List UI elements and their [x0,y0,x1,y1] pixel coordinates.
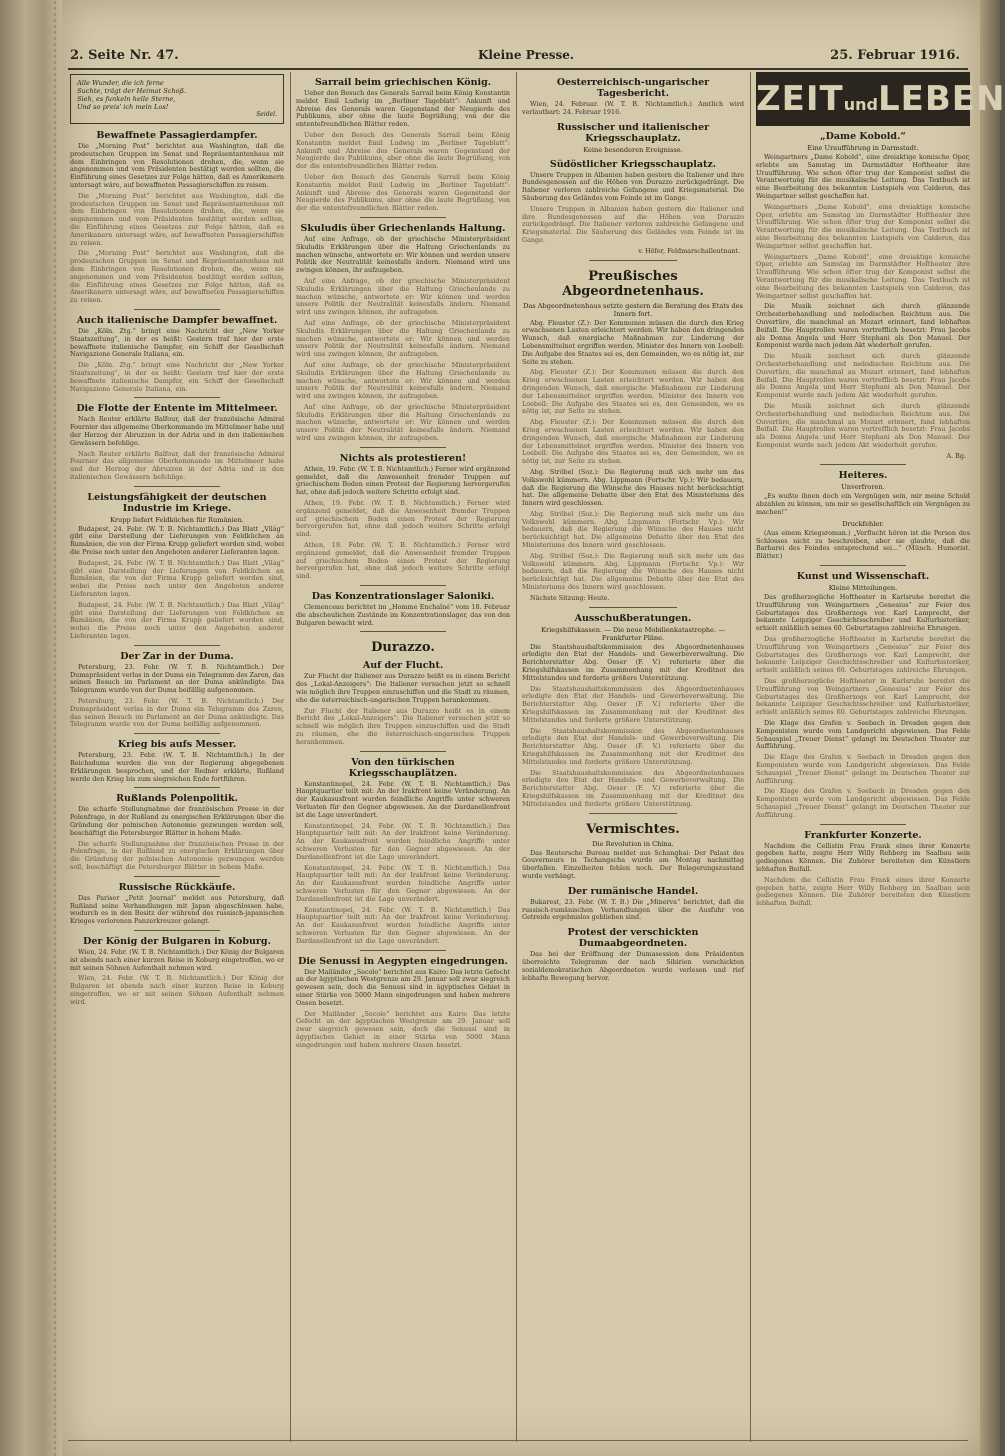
article-text: Budapest, 24. Febr. (W. T. B. Nichtamtlich.) Das Blatt „Világ“ gibt eine Darstellung der Lieferungen von Feldküchen an Rumänien, die von der Firma Krupp geliefert worden sind, wobei die Preise noch unter den Angeboten anderer Lieferanten lagen. [70,524,284,557]
paper-name: Kleine Presse. [478,48,575,62]
article-text: Das Reutersche Bureau meldet aus Schanghai: Der Palast des Gouverneurs in Tschangscha wurde am Montag nachmittag überfallen. Einzelheiten fehlen noch. Der Belagerungszustand wurde verhängt. [522,848,744,880]
article-text: Budapest, 24. Febr. (W. T. B. Nichtamtlich.) Das Blatt „Világ“ gibt eine Darstellung der Lieferungen von Feldküchen an Rumänien, die von der Firma Krupp geliefert worden sind, wobei die Preise noch unter den Angeboten anderer Lieferanten lagen. [70,600,284,641]
poem-signature: Seidel. [256,111,277,118]
article-text: Nachdem die Cellistin Frau Frank eines ihrer Konzerte gegeben hatte, zeigte Herr Willy Rehberg im Saalbau sein gediegenes Können. Die Zuhörer bereiteten den Künstlern lebhaften Beifall. [756,841,970,873]
poem-line: Alle Wunder, die ich ferne [77,79,164,87]
headline: „Dame Kobold.“ [820,131,906,142]
column-rule [750,72,751,1442]
divider [360,751,446,752]
signoff: A. Bg. [946,451,966,460]
article-text: Zur Flucht der Italiener aus Durazzo heißt es in einem Bericht des „Lokal-Anzeigers“: Die Italiener versuchen jetzt so schnell wie möglich ihre Truppen einzuschiffen und die Stadt zu räumen, ehe die österreichisch-ungarischen Truppen herankommen. [296,706,510,746]
divider [134,486,220,487]
article-text: „Es wußte ihnen doch ein Vergnügen sein, mir meine Schuld abzahlen zu können, um mir so gesellschaftlich ein Vergnügen zu machen!“ [756,492,970,517]
article-text: Petersburg, 23. Febr. (W. T. B. Nichtamtlich.) Der Dumapräsident verlas in der Duma ein Telegramm des Zaren, das seinen Besuch im Parlament an der Duma ankündigte. Das Telegramm wurde von der Duma beifällig aufgenommen. [70,662,284,695]
book-binding [0,0,62,1456]
divider [134,733,220,734]
column-rule [290,72,291,1442]
article-text: Das bei der Eröffnung der Dumasession dem Präsidenten überreichte Telegramm der nach Sibirien verschickten sozialdemokratischen Abgeordneten wurde verlesen und rief lebhafte Bewegung hervor. [522,950,744,982]
poem-line: Und so preis' ich mein Los! [77,103,169,111]
divider [820,565,906,566]
subheadline: Die Revolution in China. [592,839,674,848]
divider [134,787,220,788]
headline: Sarrail beim griechischen König. [314,77,492,88]
article-text: Nächste Sitzung: Heute. [530,593,610,602]
column-rule [516,72,517,1442]
article-text: Die Staatshaushaltskommission des Abgeordnetenhauses erledigte den Etat der Handels- und Gewerbeverwaltung. Die Berichterstatter Abg. Oeser (F. V.) referierte über die Kriegshilfskassen im Zusammenhang mit der Kreditnot des Mittelstandes und forderte größere Unterstützung. [522,684,744,724]
article-text: Auf eine Anfrage, ob der griechische Ministerpräsident Skuludis Erklärungen über die Haltung Griechenlands zu machen wünsche, antwortete er: Wir können und werden unsere Politik der Neutralität keinesfalls ändern. Niemand wird uns zwingen können, ihr aufzugeben. [296,360,510,401]
headline: Oesterreichisch-ungarischer Tagesbericht. [556,77,710,99]
headline: Südöstlicher Kriegsschauplatz. [549,158,717,170]
divider [820,824,906,825]
article-text: Nach Reuter erklärte Balfour, daß der französische Admiral Fournier das allgemeine Oberkommando im Mittelmeer habe und der Herzog der Abruzzen in der Adria und in den italienischen Gewässern befehlige. [70,449,284,481]
article-text: Konstantinopel, 24. Febr. (W. T. B. Nichtamtlich.) Das Hauptquartier teilt mit: An der Irakfront keine Veränderung. An der Kaukasusfront wurden feindliche Angriffe unter schweren Verlusten für den Gegner abgewiesen. An der Dardanellenfront ist die Lage unverändert. [296,863,510,903]
article-text: Die Musik zeichnet sich durch glänzende Orchesterbehandlung und melodischen Reichtum aus. Die Ouvertüre, die manchmal an Mozart erinnert, fand lebhaften Beifall. Die Hauptrollen waren vortrefflich besetzt: Frau Jacobs als Donna Angela und Herr Stephani als Don Manuel. Der Komponist wurde nach jedem Akt wiederholt gerufen. [756,302,970,350]
poem-box [70,74,284,124]
article-text: Wien, 24. Febr. (W. T. B. Nichtamtlich.) Der König der Bulgaren ist abends nach einer kurzen Reise in Koburg eingetroffen, wo er mit seinen Söhnen Aufenthalt nehmen wird. [70,947,284,972]
article-text: Das Pariser „Petit Journal“ meldet aus Petersburg, daß Rußland seine Verhandlungen mit Japan abgeschlossen habe, wodurch es in den Besitz der während des russisch-japanischen Krieges verlorenen Panzerkreuzer gelangt. [70,893,284,926]
headline: Rußlands Polenpolitik. [116,793,238,805]
article-text: Abg. Fleuster (Z.): Der Kommunen müssen die durch den Krieg erwachsenen Lasten erleichtert werden. Wir haben den dringenden Wunsch, daß energische Maßnahmen zur Linderung der Lebensmittelnot ergriffen werden. Minister des Innern von Loebell: Die Aufgabe des Staates sei es, den Gemeinden, wo es nötig ist, zur Seite zu stehen. [522,318,744,366]
article-text: Auf eine Anfrage, ob der griechische Ministerpräsident Skuludis Erklärungen über die Haltung Griechenlands zu machen wünsche, antwortete er: Wir können und werden unsere Politik der Neutralität keinesfalls ändern. Niemand wird uns zwingen können, ihr aufzugeben. [296,276,510,317]
article-text: Ueber den Besuch des Generals Sarrail beim König Konstantin meldet Emil Ludwig im „Berliner Tageblatt“: Ankunft und Abreise des Generals waren Gegenstand der Neugierde des Publikums, aber ohne die laute Begrüßung, von der die ententefreundlichen Blätter reden. [296,172,510,213]
subheadline: Das Abgeordnetenhaus setzte gestern die Beratung des Etats des Innern fort. [523,301,743,318]
page-header [68,46,968,70]
headline: Russischer und italienischer Kriegsschauplatz. [556,121,710,144]
article-text: Der Mailänder „Secolo“ berichtet aus Kairo: Das letzte Gefecht an der ägyptischen Westgrenze am 29. Januar soll zwar siegreich gewesen sein, doch die Senussi sind in ägyptisches Gebiet in einer Stärke von 5000 Mann eingedrungen und haben mehrere Oasen besetzt. [296,1009,510,1049]
headline: Der Zar in der Duma. [120,650,234,662]
article-text: Konstantinopel, 24. Febr. (W. T. B. Nichtamtlich.) Das Hauptquartier teilt mit: An der Irakfront keine Veränderung. An der Kaukasusfront wurden feindliche Angriffe unter schweren Verlusten für den Gegner abgewiesen. An der Dardanellenfront ist die Lage unverändert. [296,779,510,819]
headline: Preußisches Abgeordnetenhaus. [562,268,704,299]
divider [820,464,906,465]
headline: Vermischtes. [586,821,680,837]
divider [360,631,446,632]
headline: Der rumänische Handel. [567,885,699,897]
article-text: Wien, 24. Febr. (W. T. B. Nichtamtlich.) Der König der Bulgaren ist abends nach einer kurzen Reise in Koburg eingetroffen, wo er mit seinen Söhnen Aufenthalt nehmen wird. [70,974,284,1006]
article-text: Auf eine Anfrage, ob der griechische Ministerpräsident Skuludis Erklärungen über die Haltung Griechenlands zu machen wünsche, antwortete er: Wir können und werden unsere Politik der Neutralität keinesfalls ändern. Niemand wird uns zwingen können, ihr aufzugeben. [296,318,510,359]
masthead-word: LEBEN [877,79,1005,119]
headline: Auch italienische Dampfer bewaffnet. [76,314,278,326]
headline: Krieg bis aufs Messer. [117,739,237,751]
article-text: Budapest, 24. Febr. (W. T. B. Nichtamtlich.) Das Blatt „Világ“ gibt eine Darstellung der Lieferungen von Feldküchen an Rumänien, die von der Firma Krupp geliefert worden sind, wobei die Preise noch unter den Angeboten anderer Lieferanten lagen. [70,558,284,599]
article-text: Auf eine Anfrage, ob der griechische Ministerpräsident Skuludis Erklärungen über die Haltung Griechenlands zu machen wünsche, antwortete er: Wir können und werden unsere Politik der Neutralität keinesfalls ändern. Niemand wird uns zwingen können, ihr aufzugeben. [296,234,510,275]
masthead-word: und [843,95,878,114]
article-text: Nachdem die Cellistin Frau Frank eines ihrer Konzerte gegeben hatte, zeigte Herr Willy Rehberg im Saalbau sein gediegenes Können. Die Zuhörer bereiteten den Künstlern lebhaften Beifall. [756,875,970,908]
article-text: Die Staatshaushaltskommission des Abgeordnetenhauses erledigte den Etat der Handels- und Gewerbeverwaltung. Die Berichterstatter Abg. Oeser (F. V.) referierte über die Kriegshilfskassen im Zusammenhang mit der Kreditnot des Mittelstandes und forderte größere Unterstützung. [522,726,744,766]
article-text: Das großherzogliche Hoftheater in Karlsruhe bereitet die Uraufführung von Weingartners „Genesius“ zur Feier des Geburtstages des Großherzogs vor. Karl Lamprecht, der bekannte Leipziger Geschichtsschreiber und Kulturhistoriker, erhielt anläßlich seines 60. Geburtstages zahlreiche Ehrungen. [756,593,970,633]
article-text: Der Mailänder „Secolo“ berichtet aus Kairo: Das letzte Gefecht an der ägyptischen Westgrenze am 29. Januar soll zwar siegreich gewesen sein, doch die Senussi sind in ägyptisches Gebiet in einer Stärke von 5000 Mann eingedrungen und haben mehrere Oasen besetzt. [296,967,510,1007]
subheadline: Druckfehler. [842,519,884,528]
article-text: Weingartners „Dame Kobold“, eine dreiaktige komische Oper, erlebte am Samstag im Darmstädter Hoftheater ihre Uraufführung. Wie schon öfter trug der Komponist selbst die Verantwortung für die musikalische Leitung. Das Textbuch ist eine Bearbeitung des bekannten Lustspiels von Calderon, das Weingartner selbst geschaffen hat. [756,252,970,300]
article-text: Die scharfe Stellungnahme der französischen Presse in der Polenfrage, in der Rußland zu energischen Erklärungen über die Gründung der polnischen Autonomie gezwungen werden soll, beschäftigt die Petersburger Blätter in hohem Maße. [70,805,284,837]
page-label: 2. Seite Nr. 47. [70,48,179,63]
subheadline: Kleine Mitteilungen. [828,584,898,593]
article-text: Die „Morning Post“ berichtet aus Washington, daß die prodeutschen Gruppen im Senat und Repräsentantenhaus mit dem Einbringen von Resolutionen drohen, die, wenn sie angenommen und vom Präsidenten bestätigt werden sollten, die Einführung eines Gesetzes zur Folge hätten, daß es Amerikanern untersagt wäre, auf bewaffneten Passagierschiffen zu reisen. [70,249,284,305]
section-masthead [756,72,1005,126]
article-text: Die Staatshaushaltskommission des Abgeordnetenhauses erledigte den Etat der Handels- und Gewerbeverwaltung. Die Berichterstatter Abg. Oeser (F. V.) referierte über die Kriegshilfskassen im Zusammenhang mit der Kreditnot des Mittelstandes und forderte größere Unterstützung. [522,768,744,808]
page-edge-shadow [980,0,1000,1456]
article-text: Unsere Truppen in Albanien haben gestern die Italiener und ihre Bundesgenossen auf die Höhen von Durazzo zurückgedrängt. Die Italiener verloren zahlreiche Gefangene und Kriegsmaterial. Die Säuberung des Geländes vom Feinde ist im Gange. [522,170,744,202]
subheadline: Kriegshilfskassen. — Die neue Mobilienkatastrophe. — Frankfurter Pläne. [541,625,725,642]
article-text: Ueber den Besuch des Generals Sarrail beim König Konstantin meldet Emil Ludwig im „Berliner Tageblatt“: Ankunft und Abreise des Generals waren Gegenstand der Neugierde des Publikums, aber ohne die laute Begrüßung, von der die ententefreundlichen Blätter reden. [296,89,510,129]
headline: Leistungsfähigkeit der deutschen Industrie im Kriege. [87,491,267,514]
divider [589,260,678,261]
divider [360,585,446,586]
divider [589,813,678,814]
masthead-word: ZEIT [756,79,844,119]
article-text: Die „Köln. Ztg.“ bringt eine Nachricht der „New Yorker Staatszeitung“, in der es heißt: Gestern traf hier der erste bewaffnete italienische Dampfer, ein Schiff der Gesellschaft Navigazione Generale Italiana, ein. [70,326,284,359]
headline: Das Konzentrationslager Saloniki. [311,591,495,603]
divider [134,309,220,310]
subheadline: Eine Uraufführung in Darmstadt. [807,144,919,152]
headline: Die Senussi in Aegypten eingedrungen. [298,955,508,967]
headline: Protest der verschickten Dumaabgeordneten. [567,927,699,950]
issue-date: 25. Februar 1916. [830,48,960,63]
article-text: Die Klage des Grafen v. Seebach in Dresden gegen den Komponisten wurde vom Landgericht abgewiesen. Das Felde Schauspiel „Treuer Dienst“ gelangt im Deutschen Theater zur Aufführung. [756,787,970,819]
headline: Bewaffnete Passagierdampfer. [96,130,258,141]
subheadline: Krupp liefert Feldküchen für Rumänien. [109,515,245,524]
article-text: Petersburg, 23. Febr. (W. T. B. Nichtamtlich.) In der Reichsduma wurden die von der Regierung abgegebenen Erklärungen besprochen, und der Redner erklärte, Rußland werde den Krieg bis zum siegreichen Ende fortführen. [70,751,284,783]
article-text: Zur Flucht der Italiener aus Durazzo heißt es in einem Bericht des „Lokal-Anzeigers“: Die Italiener versuchen jetzt so schnell wie möglich ihre Truppen einzuschiffen und die Stadt zu räumen, ehe die österreichisch-ungarischen Truppen herankommen. [296,672,510,704]
article-text: Die „Morning Post“ berichtet aus Washington, daß die prodeutschen Gruppen im Senat und Repräsentantenhaus mit dem Einbringen von Resolutionen drohen, die, wenn sie angenommen und vom Präsidenten bestätigt werden sollten, die Einführung eines Gesetzes zur Folge hätten, daß es Amerikanern untersagt wäre, auf bewaffneten Passagierschiffen zu reisen. [70,191,284,247]
headline: Heiteres. [838,470,888,482]
poem-line: Sieh, es funkeln helle Sterne, [77,95,176,103]
article-text: Unsere Truppen in Albanien haben gestern die Italiener und ihre Bundesgenossen auf die Höhen von Durazzo zurückgedrängt. Die Italiener verloren zahlreiche Gefangene und Kriegsmaterial. Die Säuberung des Geländes vom Feinde ist im Gange. [522,204,744,244]
article-text: Abg. Ströbel (Soz.): Die Regierung muß sich mehr um das Volkswohl kümmern. Abg. Lippmann (Fortschr. Vp.): Wir bedauern, daß die Regierung die Wünsche des Hauses nicht berücksichtigt hat. Die allgemeine Debatte über den Etat des Ministeriums des Innern wird geschlossen. [522,467,744,508]
article-text: Petersburg, 23. Febr. (W. T. B. Nichtamtlich.) Der Dumapräsident verlas in der Duma ein Telegramm des Zaren, das seinen Besuch im Parlament an der Duma ankündigte. Das Telegramm wurde von der Duma beifällig aufgenommen. [70,697,284,729]
article-text: Das großherzogliche Hoftheater in Karlsruhe bereitet die Uraufführung von Weingartners „Genesius“ zur Feier des Geburtstages des Großherzogs vor. Karl Lamprecht, der bekannte Leipziger Geschichtsschreiber und Kulturhistoriker, erhielt anläßlich seines 60. Geburtstages zahlreiche Ehrungen. [756,677,970,717]
article-text: Die Klage des Grafen v. Seebach in Dresden gegen den Komponisten wurde vom Landgericht abgewiesen. Das Felde Schauspiel „Treuer Dienst“ gelangt im Deutschen Theater zur Aufführung. [756,753,970,785]
headline: Durazzo. [371,640,435,656]
divider [134,930,220,931]
headline: Russische Rückkäufe. [118,881,236,893]
article-text: Bukarest, 23. Febr. (W. T. B.) Die „Minerva“ berichtet, daß die russisch-rumänischen Verhandlungen über die Ausfuhr von Getreide ergebnislos geblieben sind. [522,897,744,922]
article-text: Auf eine Anfrage, ob der griechische Ministerpräsident Skuludis Erklärungen über die Haltung Griechenlands zu machen wünsche, antwortete er: Wir können und werden unsere Politik der Neutralität keinesfalls ändern. Niemand wird uns zwingen können, ihr aufzugeben. [296,402,510,443]
article-text: Die „Morning Post“ berichtet aus Washington, daß die prodeutschen Gruppen im Senat und Repräsentantenhaus mit dem Einbringen von Resolutionen drohen, die, wenn sie angenommen und vom Präsidenten bestätigt werden sollten, die Einführung eines Gesetzes zur Folge hätten, daß es Amerikanern untersagt wäre, auf bewaffneten Passagierschiffen zu reisen. [70,142,284,189]
divider [134,645,220,646]
column-4 [756,72,1005,1442]
article-text: Die Musik zeichnet sich durch glänzende Orchesterbehandlung und melodischen Reichtum aus. Die Ouvertüre, die manchmal an Mozart erinnert, fand lebhaften Beifall. Die Hauptrollen waren vortrefflich besetzt: Frau Jacobs als Donna Angela und Herr Stephani als Don Manuel. Der Komponist wurde nach jedem Akt wiederholt gerufen. [756,352,970,400]
subheadline: Auf der Flucht. [362,660,444,672]
article-text: Konstantinopel, 24. Febr. (W. T. B. Nichtamtlich.) Das Hauptquartier teilt mit: An der Irakfront keine Veränderung. An der Kaukasusfront wurden feindliche Angriffe unter schweren Verlusten für den Gegner abgewiesen. An der Dardanellenfront ist die Lage unverändert. [296,821,510,861]
article-text: Weingartners „Dame Kobold“, eine dreiaktige komische Oper, erlebte am Samstag im Darmstädter Hoftheater ihre Uraufführung. Wie schon öfter trug der Komponist selbst die Verantwortung für die musikalische Leitung. Das Textbuch ist eine Bearbeitung des bekannten Lustspiels von Calderon, das Weingartner selbst geschaffen hat. [756,202,970,250]
article-text: Abg. Fleuster (Z.): Der Kommunen müssen die durch den Krieg erwachsenen Lasten erleichtert werden. Wir haben den dringenden Wunsch, daß energische Maßnahmen zur Linderung der Lebensmittelnot ergriffen werden. Minister des Innern von Loebell: Die Aufgabe des Staates sei es, den Gemeinden, wo es nötig ist, zur Seite zu stehen. [522,368,744,416]
article-text: Abg. Ströbel (Soz.): Die Regierung muß sich mehr um das Volkswohl kümmern. Abg. Lippmann (Fortschr. Vp.): Wir bedauern, daß die Regierung die Wünsche des Hauses nicht berücksichtigt hat. Die allgemeine Debatte über den Etat des Ministeriums des Innern wird geschlossen. [522,551,744,592]
article-text: Wien, 24. Februar. (W. T. B. Nichtamtlich.) Amtlich wird verlautbart: 24. Februar 1916. [522,100,744,116]
column-2 [296,72,510,1442]
headline: Kunst und Wissenschaft. [796,571,930,583]
divider [589,607,678,608]
article-text: Nach Reuter erklärte Balfour, daß der französische Admiral Fournier das allgemeine Oberkommando im Mittelmeer habe und der Herzog der Abruzzen in der Adria und in den italienischen Gewässern befehlige. [70,415,284,447]
subheadline: Keine besonderen Ereignisse. [583,145,683,154]
article-text: Athen, 19. Febr. (W. T. B. Nichtamtlich.) Ferner wird ergänzend gemeldet, daß die Anwesenheit fremder Truppen auf griechischem Boden einen Protest der Regierung hervorgerufen hat, ohne daß jedoch weitere Schritte erfolgt sind. [296,541,510,581]
headline: Ausschußberatungen. [574,612,692,624]
divider [134,397,220,398]
headline: Der König der Bulgaren in Koburg. [83,935,271,947]
subheadline: Unverfroren. [841,483,885,492]
headline: Skuludis über Griechenlands Haltung. [300,222,506,234]
divider [360,950,446,951]
article-text: Die scharfe Stellungnahme der französischen Presse in der Polenfrage, in der Rußland zu energischen Erklärungen über die Gründung der polnischen Autonomie gezwungen werden soll, beschäftigt die Petersburger Blätter in hohem Maße. [70,839,284,871]
article-text: Athen, 19. Febr. (W. T. B. Nichtamtlich.) Ferner wird ergänzend gemeldet, daß die Anwesenheit fremder Truppen auf griechischem Boden einen Protest der Regierung hervorgerufen hat, ohne daß jedoch weitere Schritte erfolgt sind. [296,464,510,497]
divider [360,217,446,218]
article-text: Die Staatshaushaltskommission des Abgeordnetenhauses erledigte den Etat der Handels- und Gewerbeverwaltung. Die Berichterstatter Abg. Oeser (F. V.) referierte über die Kriegshilfskassen im Zusammenhang mit der Kreditnot des Mittelstandes und forderte größere Unterstützung. [522,642,744,682]
divider [360,447,446,448]
article-text: Das großherzogliche Hoftheater in Karlsruhe bereitet die Uraufführung von Weingartners „Genesius“ zur Feier des Geburtstages des Großherzogs vor. Karl Lamprecht, der bekannte Leipziger Geschichtsschreiber und Kulturhistoriker, erhielt anläßlich seines 60. Geburtstages zahlreiche Ehrungen. [756,635,970,675]
article-text: Abg. Fleuster (Z.): Der Kommunen müssen die durch den Krieg erwachsenen Lasten erleichtert werden. Wir haben den dringenden Wunsch, daß energische Maßnahmen zur Linderung der Lebensmittelnot ergriffen werden. Minister des Innern von Loebell: Die Aufgabe des Staates sei es, den Gemeinden, wo es nötig ist, zur Seite zu stehen. [522,418,744,466]
article-text: Ueber den Besuch des Generals Sarrail beim König Konstantin meldet Emil Ludwig im „Berliner Tageblatt“: Ankunft und Abreise des Generals waren Gegenstand der Neugierde des Publikums, aber ohne die laute Begrüßung, von der die ententefreundlichen Blätter reden. [296,130,510,171]
headline: Nichts als protestieren! [339,452,467,464]
divider [134,876,220,877]
column-3 [522,72,744,1442]
article-text: (Aus einem Kriegsroman.) „Verflucht hören ist die Person des Schlosses nicht zu beschreiben, aber sie glaubte, daß die Barbarei des Feindes entsprechend sei...“ (Münch. Humorist. Blätter.) [756,528,970,561]
poem-line: Suchte, trägt der Heimat Schoß. [77,87,187,95]
article-text: Konstantinopel, 24. Febr. (W. T. B. Nichtamtlich.) Das Hauptquartier teilt mit: An der Irakfront keine Veränderung. An der Kaukasusfront wurden feindliche Angriffe unter schweren Verlusten für den Gegner abgewiesen. An der Dardanellenfront ist die Lage unverändert. [296,905,510,945]
article-text: Athen, 19. Febr. (W. T. B. Nichtamtlich.) Ferner wird ergänzend gemeldet, daß die Anwesenheit fremder Truppen auf griechischem Boden einen Protest der Regierung hervorgerufen hat, ohne daß jedoch weitere Schritte erfolgt sind. [296,499,510,539]
article-text: Die Musik zeichnet sich durch glänzende Orchesterbehandlung und melodischen Reichtum aus. Die Ouvertüre, die manchmal an Mozart erinnert, fand lebhaften Beifall. Die Hauptrollen waren vortrefflich besetzt: Frau Jacobs als Donna Angela und Herr Stephani als Don Manuel. Der Komponist wurde nach jedem Akt wiederholt gerufen. [756,401,970,449]
headline: Frankfurter Konzerte. [804,829,922,841]
headline: Die Flotte der Entente im Mittelmeer. [76,403,278,415]
article-text: Die Klage des Grafen v. Seebach in Dresden gegen den Komponisten wurde vom Landgericht abgewiesen. Das Felde Schauspiel „Treuer Dienst“ gelangt im Deutschen Theater zur Aufführung. [756,719,970,751]
column-1 [70,72,284,1442]
article-text: Die „Köln. Ztg.“ bringt eine Nachricht der „New Yorker Staatszeitung“, in der es heißt: Gestern traf hier der erste bewaffnete italienische Dampfer, ein Schiff der Gesellschaft Navigazione Generale Italiana, ein. [70,361,284,393]
bottom-rule [68,1440,968,1441]
article-text: Abg. Ströbel (Soz.): Die Regierung muß sich mehr um das Volkswohl kümmern. Abg. Lippmann (Fortschr. Vp.): Wir bedauern, daß die Regierung die Wünsche des Hauses nicht berücksichtigt hat. Die allgemeine Debatte über den Etat des Ministeriums des Innern wird geschlossen. [522,509,744,550]
article-text: Weingartners „Dame Kobold“, eine dreiaktige komische Oper, erlebte am Samstag im Darmstädter Hoftheater ihre Uraufführung. Wie schon öfter trug der Komponist selbst die Verantwortung für die musikalische Leitung. Das Textbuch ist eine Bearbeitung des bekannten Lustspiels von Calderon, das Weingartner selbst geschaffen hat. [756,153,970,200]
article-text: Clemenceau berichtet im „Homme Enchaîné“ vom 18. Februar die abscheulichen Zustände im Konzentrationslager, das von den Bulgaren bewacht wird. [296,603,510,627]
headline: Von den türkischen Kriegsschauplätzen. [348,756,458,779]
signoff: v. Höfer, Feldmarschalleutnant. [638,246,740,255]
